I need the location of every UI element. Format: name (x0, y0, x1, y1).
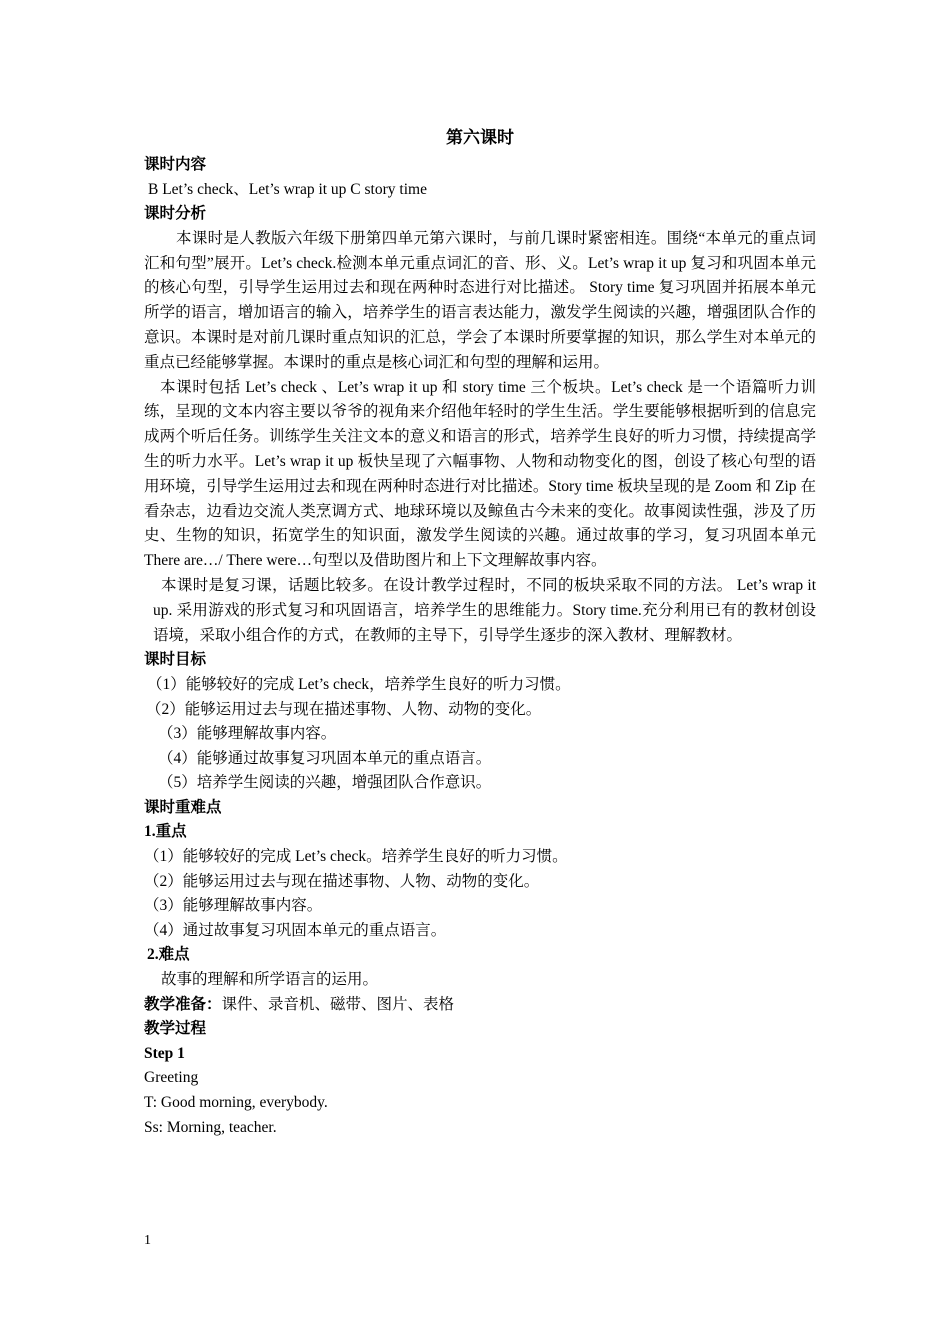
analysis-paragraph-1: 本课时是人教版六年级下册第四单元第六课时，与前几课时紧密相连。围绕“本单元的重点词汇和句型”展开。Let’s check.检测本单元重点词汇的音、形、义。Let’s wrap it up 复习和巩固本单元的核心句型，引导学生运用过去和现在两种时态进行对比描述。 Story time 复习巩固并拓展本单元所学的语言，增加语言的输入，培养学生的语言表达能力，激发学生阅读的兴趣，增强团队合作的意识。本课时是对前几课时重点知识的汇总，学会了本课时所要掌握的知识，那么学生对本单元的重点已经能够掌握。本课时的重点是核心词汇和句型的理解和运用。 (144, 229, 816, 371)
key-point-item: （4）通过故事复习巩固本单元的重点语言。 (144, 921, 447, 939)
key-point-item: （2）能够运用过去与现在描述事物、人物、动物的变化。 (144, 872, 540, 890)
document-body (144, 122, 816, 1140)
key-point-item: （3）能够理解故事内容。 (144, 897, 323, 915)
prep-line (144, 993, 816, 1018)
section-heading-key: 课时重难点 (144, 798, 222, 816)
prep-label: 教学准备： (144, 995, 222, 1013)
analysis-paragraph-3-text: 本课时是复习课，话题比较多。在设计教学过程时，不同的板块采取不同的方法。 Let’s wrap it up. 采用游戏的形式复习和巩固语言，培养学生的思维能力。Story time.充分利用已有的教材创设语境，采取小组合作的方式，在教师的主导下，引导学生逐步的深入教材、理解教材。 (153, 576, 816, 644)
key-point-item: （1）能够较好的完成 Let’s check。培养学生良好的听力习惯。 (144, 848, 568, 866)
difficult-text: 故事的理解和所学语言的运用。 (161, 971, 379, 989)
step-line: T: Good morning, everybody. (144, 1094, 328, 1112)
goal-item: （4）能够通过故事复习巩固本单元的重点语言。 (158, 749, 492, 767)
key-points-heading: 1.重点 (144, 823, 187, 841)
step-line: Ss: Morning, teacher. (144, 1118, 277, 1136)
section-heading-content: 课时内容 (144, 156, 207, 173)
step-heading: Step 1 (144, 1044, 185, 1062)
analysis-paragraph-2: 本课时包括 Let’s check 、Let’s wrap it up 和 story time 三个板块。Let’s check 是一个语篇听力训练，呈现的文本内容主要以爷爷的视角来介绍他年轻时的学生生活。学生要能够根据听到的信息完成两个听后任务。训练学生关注文本的意义和语言的形式，培养学生良好的听力习惯，持续提高学生的听力水平。Let’s wrap it up 板快呈现了六幅事物、人物和动物变化的图，创设了核心句型的语用环境，引导学生运用过去和现在两种时态进行对比描述。Story time 板块呈现的是 Zoom 和 Zip 在看杂志，边看边交流人类烹调方式、地球环境以及鲸鱼古今未来的变化。故事阅读性强，涉及了历史、生物的知识，拓宽学生的知识面，激发学生阅读的兴趣。通过故事的学习，复习巩固本单元 There are…/ There were…句型以及借助图片和上下文理解故事内容。 (144, 378, 816, 570)
page-title: 第六课时 (446, 128, 514, 147)
goal-item: （2）能够运用过去与现在描述事物、人物、动物的变化。 (146, 700, 542, 718)
step-line: Greeting (144, 1069, 199, 1087)
goal-item: （5）培养学生阅读的兴趣，增强团队合作意识。 (158, 774, 492, 792)
section-heading-goals: 课时目标 (144, 651, 207, 669)
content-text: B Let’s check、Let’s wrap it up C story time (148, 180, 427, 198)
difficult-heading: 2.难点 (147, 946, 190, 964)
goal-item: （1）能够较好的完成 Let’s check，培养学生良好的听力习惯。 (147, 675, 571, 693)
section-heading-process: 教学过程 (144, 1020, 207, 1038)
section-heading-analysis: 课时分析 (144, 205, 207, 223)
analysis-paragraph-3 (144, 574, 816, 648)
prep-text: 课件、录音机、磁带、图片、表格 (221, 995, 455, 1013)
page-number: 1 (144, 1233, 151, 1248)
goal-item: （3）能够理解故事内容。 (158, 725, 337, 743)
